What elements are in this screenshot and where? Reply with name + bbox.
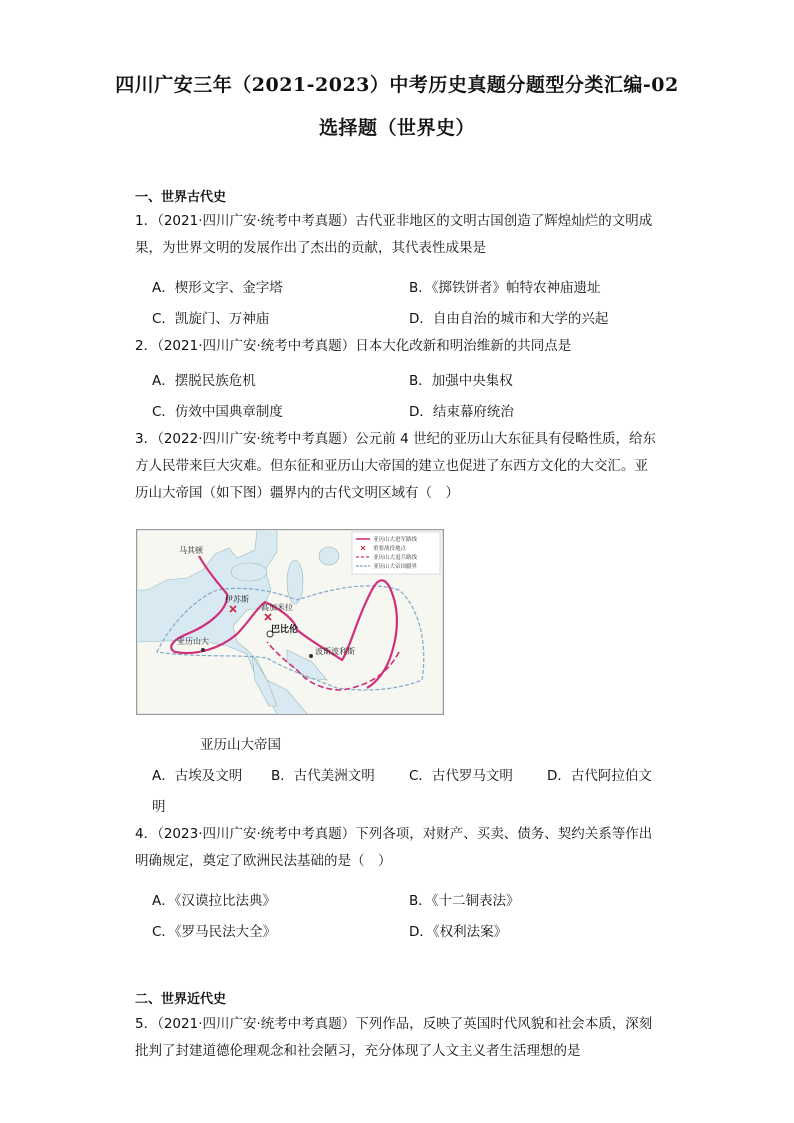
page-title-line2: 选择题（世界史） xyxy=(318,117,475,139)
question-3 xyxy=(135,426,665,507)
question-4-line2: 明确规定，奠定了欧洲民法基础的是（ ） xyxy=(135,853,392,869)
q2-option-a[interactable]: A．摆脱民族危机 xyxy=(152,373,256,389)
question-4-line1: 4．（2023·四川广安·统考中考真题）下列各项，对财产、买卖、债务、契约关系等作出 xyxy=(135,826,653,842)
map-label-issus: 伊苏斯 xyxy=(225,595,249,604)
map-caption: 亚历山大帝国 xyxy=(200,737,281,753)
map-legend xyxy=(352,532,440,574)
alexander-empire-map xyxy=(136,529,444,715)
question-1 xyxy=(135,208,665,262)
question-5-line1: 5．（2021·四川广安·统考中考真题）下列作品，反映了英国时代风貌和社会本质，深刻 xyxy=(135,1016,653,1032)
section-heading-ancient: 一、世界古代史 xyxy=(135,190,227,205)
q4-option-b[interactable]: B．《十二铜表法》 xyxy=(409,893,520,909)
question-1-line1: 1．（2021·四川广安·统考中考真题）古代亚非地区的文明古国创造了辉煌灿烂的文明成 xyxy=(135,213,653,229)
question-3-line1: 3．（2022·四川广安·统考中考真题）公元前 4 世纪的亚历山大东征具有侵略性质，给东 xyxy=(135,431,656,447)
question-2-line1: 2．（2021·四川广安·统考中考真题）日本大化改新和明治维新的共同点是 xyxy=(135,338,572,354)
map-label-babylon: 巴比伦 xyxy=(271,625,299,635)
question-5 xyxy=(135,1011,665,1065)
question-1-line2: 果，为世界文明的发展作出了杰出的贡献，其代表性成果是 xyxy=(135,240,486,256)
q1-option-c[interactable]: C．凯旋门、万神庙 xyxy=(152,311,270,327)
question-5-line2: 批判了封建道德伦理观念和社会陋习，充分体现了人文主义者生活理想的是 xyxy=(135,1043,581,1059)
q1-option-d[interactable]: D．自由自治的城市和大学的兴起 xyxy=(409,311,609,327)
question-4 xyxy=(135,821,665,875)
q4-option-c[interactable]: C．《罗马民法大全》 xyxy=(152,924,277,940)
map-label-alexandria: 亚历山大 xyxy=(177,637,209,646)
q2-option-d[interactable]: D．结束幕府统治 xyxy=(409,404,514,420)
question-2 xyxy=(135,333,665,360)
q4-option-a[interactable]: A．《汉谟拉比法典》 xyxy=(152,893,276,909)
q2-option-b[interactable]: B．加强中央集权 xyxy=(409,373,513,389)
q2-option-c[interactable]: C．仿效中国典章制度 xyxy=(152,404,283,420)
q1-option-b[interactable]: B．《掷铁饼者》帕特农神庙遗址 xyxy=(409,280,601,296)
q3-option-c[interactable]: C．古代罗马文明 xyxy=(409,768,513,784)
legend-retreat-route: 亚历山大退兵路线 xyxy=(373,555,418,561)
map-label-gaugamela: 高加米拉 xyxy=(261,603,293,612)
legend-advance-route: 亚历山大进军路线 xyxy=(373,537,418,543)
q1-option-a[interactable]: A．楔形文字、金字塔 xyxy=(152,280,283,296)
q3-option-a[interactable]: A．古埃及文明 xyxy=(152,768,243,784)
q3-option-d-continuation: 明 xyxy=(152,799,166,815)
legend-empire-border: 亚历山大帝国疆界 xyxy=(373,564,418,570)
question-3-line3: 历山大帝国（如下图）疆界内的古代文明区域有（ ） xyxy=(135,485,459,501)
map-label-persepolis: 波斯波利斯 xyxy=(315,647,355,656)
map-label-macedon: 马其顿 xyxy=(179,546,203,555)
section-heading-modern: 二、世界近代史 xyxy=(135,992,227,1007)
q3-option-d[interactable]: D．古代阿拉伯文 xyxy=(547,768,652,784)
legend-battle: 重要战役地点 xyxy=(373,546,407,552)
page-title-line1: 四川广安三年（2021-2023）中考历史真题分题型分类汇编-02 xyxy=(115,74,679,96)
q3-option-b[interactable]: B．古代美洲文明 xyxy=(271,768,375,784)
q4-option-d[interactable]: D．《权利法案》 xyxy=(409,924,508,940)
question-3-line2: 方人民带来巨大灾难。但东征和亚历山大帝国的建立也促进了东西方文化的大交汇。亚 xyxy=(135,458,648,474)
